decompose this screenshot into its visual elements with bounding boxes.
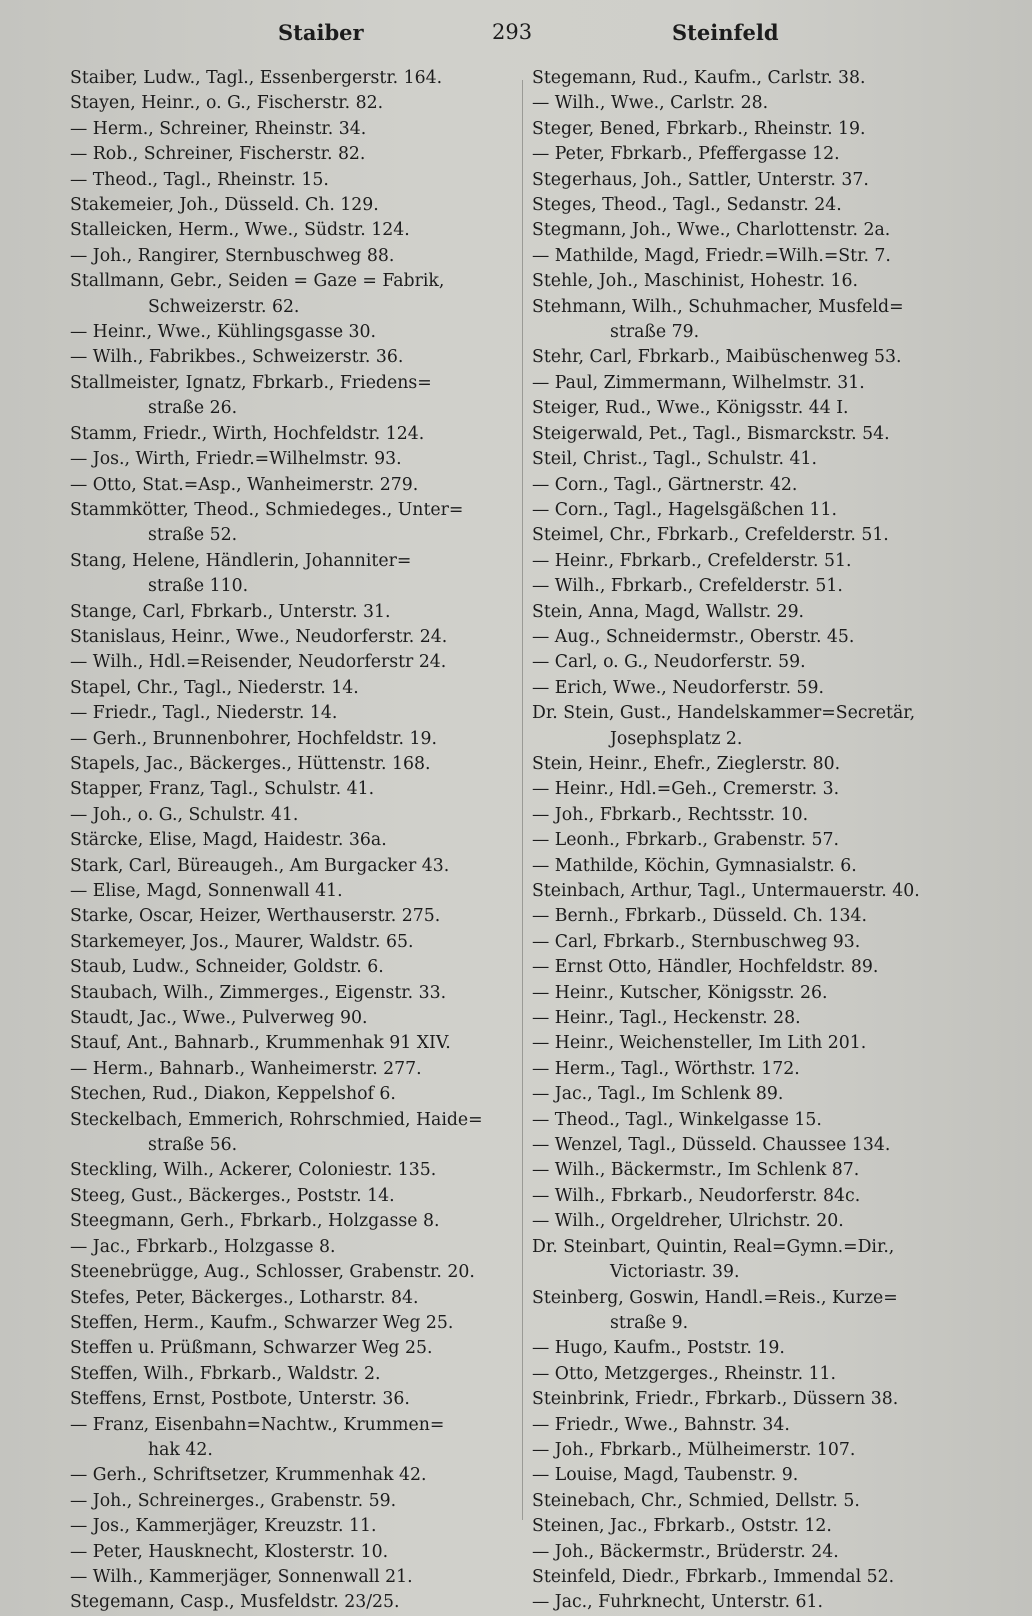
directory-entry: — Jos., Wirth, Friedr.=Wilhelmstr. 93.	[70, 449, 402, 470]
directory-entry: — Leonh., Fbrkarb., Grabenstr. 57.	[532, 830, 839, 851]
directory-entry: — Friedr., Wwe., Bahnstr. 34.	[532, 1414, 790, 1435]
directory-entry: — Wilh., Bäckermstr., Im Schlenk 87.	[532, 1160, 860, 1181]
directory-entry: — Corn., Tagl., Hagelsgäßchen 11.	[532, 499, 837, 520]
directory-entry: — Erich, Wwe., Neudorferstr. 59.	[532, 677, 824, 698]
directory-entry: — Bernh., Fbrkarb., Düsseld. Ch. 134.	[532, 906, 867, 927]
directory-entry: Staudt, Jac., Wwe., Pulverweg 90.	[70, 1008, 368, 1029]
directory-entry: — Otto, Metzgerges., Rheinstr. 11.	[532, 1363, 837, 1384]
directory-entry: — Wilh., Orgeldreher, Ulrichstr. 20.	[532, 1211, 844, 1232]
directory-entry: Steffens, Ernst, Postbote, Unterstr. 36.	[70, 1389, 410, 1410]
directory-entry: Dr. Stein, Gust., Handelskammer=Secretär,	[532, 703, 916, 724]
right-column	[532, 66, 992, 1616]
directory-entry: Steegmann, Gerh., Fbrkarb., Holzgasse 8.	[70, 1211, 440, 1232]
directory-entry-continuation: Josephsplatz 2.	[610, 728, 743, 749]
page-header	[60, 20, 982, 60]
directory-entry: Stein, Anna, Magd, Wallstr. 29.	[532, 601, 805, 622]
directory-entry: — Gerh., Brunnenbohrer, Hochfeldstr. 19.	[70, 728, 437, 749]
directory-entry: Stalleicken, Herm., Wwe., Südstr. 124.	[70, 220, 410, 241]
directory-entry: Steinfeld, Diedr., Fbrkarb., Immendal 52.	[532, 1566, 895, 1587]
directory-entry: — Jac., Fuhrknecht, Unterstr. 61.	[532, 1592, 824, 1613]
directory-entry: — Wilh., Fbrkarb., Neudorferstr. 84c.	[532, 1185, 861, 1206]
directory-entry: — Heinr., Kutscher, Königsstr. 26.	[532, 982, 828, 1003]
directory-entry: Steinen, Jac., Fbrkarb., Oststr. 12.	[532, 1516, 832, 1537]
directory-entry: Steinbrink, Friedr., Fbrkarb., Düssern 38.	[532, 1389, 899, 1410]
directory-entry: Stark, Carl, Büreaugeh., Am Burgacker 43.	[70, 855, 450, 876]
directory-entry: — Wilh., Hdl.=Reisender, Neudorferstr 24.	[70, 652, 447, 673]
directory-entry: — Theod., Tagl., Winkelgasse 15.	[532, 1109, 822, 1130]
directory-entry: Stegemann, Rud., Kaufm., Carlstr. 38.	[532, 68, 866, 88]
directory-entry: — Herm., Schreiner, Rheinstr. 34.	[70, 118, 367, 139]
directory-entry: — Gerh., Schriftsetzer, Krummenhak 42.	[70, 1465, 427, 1486]
directory-entry: Stakemeier, Joh., Düsseld. Ch. 129.	[70, 195, 379, 216]
directory-entry: Dr. Steinbart, Quintin, Real=Gymn.=Dir.,	[532, 1236, 895, 1257]
directory-entry: — Ernst Otto, Händler, Hochfeldstr. 89.	[532, 957, 879, 978]
directory-entry: Steil, Christ., Tagl., Schulstr. 41.	[532, 449, 817, 470]
directory-entry: — Paul, Zimmermann, Wilhelmstr. 31.	[532, 372, 865, 393]
directory-entry: Staubach, Wilh., Zimmerges., Eigenstr. 33.	[70, 982, 447, 1003]
directory-entry: — Mathilde, Köchin, Gymnasialstr. 6.	[532, 855, 857, 876]
directory-entry: — Herm., Tagl., Wörthstr. 172.	[532, 1058, 800, 1079]
directory-entry: — Joh., Rangirer, Sternbuschweg 88.	[70, 245, 395, 266]
directory-entry: Steimel, Chr., Fbrkarb., Crefelderstr. 51.	[532, 525, 889, 546]
directory-entry: Steffen u. Prüßmann, Schwarzer Weg 25.	[70, 1338, 433, 1359]
directory-entry: Steckelbach, Emmerich, Rohrschmied, Haide=	[70, 1109, 483, 1130]
page-number: 293	[492, 20, 533, 44]
directory-entry: — Heinr., Fbrkarb., Crefelderstr. 51.	[532, 550, 852, 571]
directory-entry: — Louise, Magd, Taubenstr. 9.	[532, 1465, 799, 1486]
directory-entry-continuation: straße 110.	[148, 576, 249, 597]
directory-entry: — Carl, Fbrkarb., Sternbuschweg 93.	[532, 931, 861, 952]
directory-entry: — Friedr., Tagl., Niederstr. 14.	[70, 703, 338, 724]
directory-entry: Stammkötter, Theod., Schmiedeges., Unter=	[70, 499, 464, 520]
directory-entry: — Rob., Schreiner, Fischerstr. 82.	[70, 144, 366, 165]
directory-entry: — Elise, Magd, Sonnenwall 41.	[70, 881, 343, 901]
directory-entry-continuation: straße 52.	[148, 525, 238, 546]
directory-entry: — Heinr., Weichensteller, Im Lith 201.	[532, 1033, 867, 1054]
directory-entry: Stärcke, Elise, Magd, Haidestr. 36a.	[70, 830, 387, 851]
directory-entry: — Carl, o. G., Neudorferstr. 59.	[532, 652, 806, 673]
directory-entry: Stehle, Joh., Maschinist, Hohestr. 16.	[532, 271, 858, 292]
directory-entry: — Wilh., Wwe., Carlstr. 28.	[532, 93, 769, 114]
directory-entry: — Joh., Schreinerges., Grabenstr. 59.	[70, 1490, 397, 1511]
directory-entry: Stauf, Ant., Bahnarb., Krummenhak 91 XIV.	[70, 1033, 451, 1054]
directory-entry: — Wilh., Kammerjäger, Sonnenwall 21.	[70, 1566, 413, 1587]
directory-entry: Stapper, Franz, Tagl., Schulstr. 41.	[70, 779, 375, 800]
directory-entry: — Heinr., Hdl.=Geh., Cremerstr. 3.	[532, 779, 840, 800]
directory-entry: Steckling, Wilh., Ackerer, Coloniestr. 135.	[70, 1160, 437, 1181]
directory-entry: Steger, Bened, Fbrkarb., Rheinstr. 19.	[532, 118, 866, 139]
directory-entry: Steffen, Wilh., Fbrkarb., Waldstr. 2.	[70, 1363, 381, 1384]
directory-entry: Stallmann, Gebr., Seiden = Gaze = Fabrik,	[70, 271, 445, 292]
directory-entry: — Jac., Tagl., Im Schlenk 89.	[532, 1084, 784, 1105]
directory-entry: — Heinr., Tagl., Heckenstr. 28.	[532, 1008, 801, 1029]
directory-entry: Stehmann, Wilh., Schuhmacher, Musfeld=	[532, 296, 904, 317]
directory-entry-continuation: straße 79.	[610, 322, 700, 343]
directory-entry: Staiber, Ludw., Tagl., Essenbergerstr. 164.	[70, 68, 443, 88]
directory-entry: Stapels, Jac., Bäckerges., Hüttenstr. 168.	[70, 753, 431, 774]
directory-entry: Stallmeister, Ignatz, Fbrkarb., Friedens=	[70, 372, 432, 393]
directory-entry: Steeg, Gust., Bäckerges., Poststr. 14.	[70, 1185, 395, 1206]
directory-entry: Stefes, Peter, Bäckerges., Lotharstr. 84.	[70, 1287, 419, 1308]
directory-entry: — Theod., Tagl., Rheinstr. 15.	[70, 169, 329, 190]
directory-entry: — Joh., Fbrkarb., Rechtsstr. 10.	[532, 804, 809, 825]
directory-entry-continuation: hak 42.	[148, 1439, 213, 1460]
directory-entry: Steinbach, Arthur, Tagl., Untermauerstr. 40.	[532, 881, 920, 901]
directory-entry: Stang, Helene, Händlerin, Johanniter=	[70, 550, 412, 571]
directory-entry: — Joh., Bäckermstr., Brüderstr. 24.	[532, 1541, 839, 1562]
directory-entry: — Jac., Fbrkarb., Holzgasse 8.	[70, 1236, 336, 1257]
directory-entry: — Heinr., Wwe., Kühlingsgasse 30.	[70, 322, 377, 343]
directory-entry: Stegerhaus, Joh., Sattler, Unterstr. 37.	[532, 169, 869, 190]
directory-entry: Stange, Carl, Fbrkarb., Unterstr. 31.	[70, 601, 391, 622]
directory-entry-continuation: straße 56.	[148, 1135, 238, 1156]
directory-entry: Stehr, Carl, Fbrkarb., Maibüschenweg 53.	[532, 347, 902, 368]
directory-entry: — Jos., Kammerjäger, Kreuzstr. 11.	[70, 1516, 377, 1537]
directory-entry: — Corn., Tagl., Gärtnerstr. 42.	[532, 474, 798, 495]
directory-entry: Stegemann, Casp., Musfeldstr. 23/25.	[70, 1592, 400, 1613]
directory-entry: Stayen, Heinr., o. G., Fischerstr. 82.	[70, 93, 384, 114]
directory-entry: — Mathilde, Magd, Friedr.=Wilh.=Str. 7.	[532, 245, 891, 266]
directory-entry-continuation: straße 9.	[610, 1312, 689, 1333]
directory-entry-continuation: Schweizerstr. 62.	[148, 296, 300, 317]
directory-entry: Steges, Theod., Tagl., Sedanstr. 24.	[532, 195, 842, 216]
directory-entry: — Aug., Schneidermstr., Oberstr. 45.	[532, 626, 855, 647]
directory-entry: Steffen, Herm., Kaufm., Schwarzer Weg 25.	[70, 1312, 454, 1333]
header-right-word: Steinfeld	[672, 20, 779, 45]
directory-entry: Steinberg, Goswin, Handl.=Reis., Kurze=	[532, 1287, 898, 1308]
directory-entry: Staub, Ludw., Schneider, Goldstr. 6.	[70, 957, 384, 978]
directory-entry: Steenebrügge, Aug., Schlosser, Grabenstr. 20.	[70, 1262, 475, 1283]
directory-entry: Steinebach, Chr., Schmied, Dellstr. 5.	[532, 1490, 860, 1511]
directory-entry: Steiger, Rud., Wwe., Königsstr. 44 I.	[532, 398, 849, 419]
header-left-word: Staiber	[278, 20, 364, 45]
directory-entry: Steigerwald, Pet., Tagl., Bismarckstr. 54.	[532, 423, 890, 444]
directory-entry: Stegmann, Joh., Wwe., Charlottenstr. 2a.	[532, 220, 891, 241]
directory-entry: Stapel, Chr., Tagl., Niederstr. 14.	[70, 677, 359, 698]
directory-entry: Stechen, Rud., Diakon, Keppelshof 6.	[70, 1084, 396, 1105]
directory-entry: Starkemeyer, Jos., Maurer, Waldstr. 65.	[70, 931, 414, 952]
directory-entry: — Hugo, Kaufm., Poststr. 19.	[532, 1338, 785, 1359]
directory-entry: — Wilh., Fabrikbes., Schweizerstr. 36.	[70, 347, 404, 368]
directory-entry: — Franz, Eisenbahn=Nachtw., Krummen=	[70, 1414, 445, 1435]
directory-entry: — Wenzel, Tagl., Düsseld. Chaussee 134.	[532, 1135, 891, 1156]
directory-entry-continuation: Victoriastr. 39.	[610, 1262, 740, 1283]
directory-entry: Starke, Oscar, Heizer, Werthauserstr. 275.	[70, 906, 441, 927]
directory-entry-continuation: straße 26.	[148, 398, 238, 419]
left-column	[70, 66, 520, 1616]
directory-entry: — Peter, Fbrkarb., Pfeffergasse 12.	[532, 144, 840, 165]
directory-entry: — Joh., Fbrkarb., Mülheimerstr. 107.	[532, 1439, 856, 1460]
directory-entry: — Peter, Hausknecht, Klosterstr. 10.	[70, 1541, 389, 1562]
directory-entry: — Otto, Stat.=Asp., Wanheimerstr. 279.	[70, 474, 419, 495]
directory-entry: — Herm., Bahnarb., Wanheimerstr. 277.	[70, 1058, 422, 1079]
directory-entry: — Joh., o. G., Schulstr. 41.	[70, 804, 299, 825]
directory-entry: Stanislaus, Heinr., Wwe., Neudorferstr. 24.	[70, 626, 448, 647]
directory-entry: Stein, Heinr., Ehefr., Zieglerstr. 80.	[532, 753, 841, 774]
column-divider	[522, 80, 523, 1520]
directory-entry: Stamm, Friedr., Wirth, Hochfeldstr. 124.	[70, 423, 425, 444]
directory-entry: — Wilh., Fbrkarb., Crefelderstr. 51.	[532, 576, 843, 597]
